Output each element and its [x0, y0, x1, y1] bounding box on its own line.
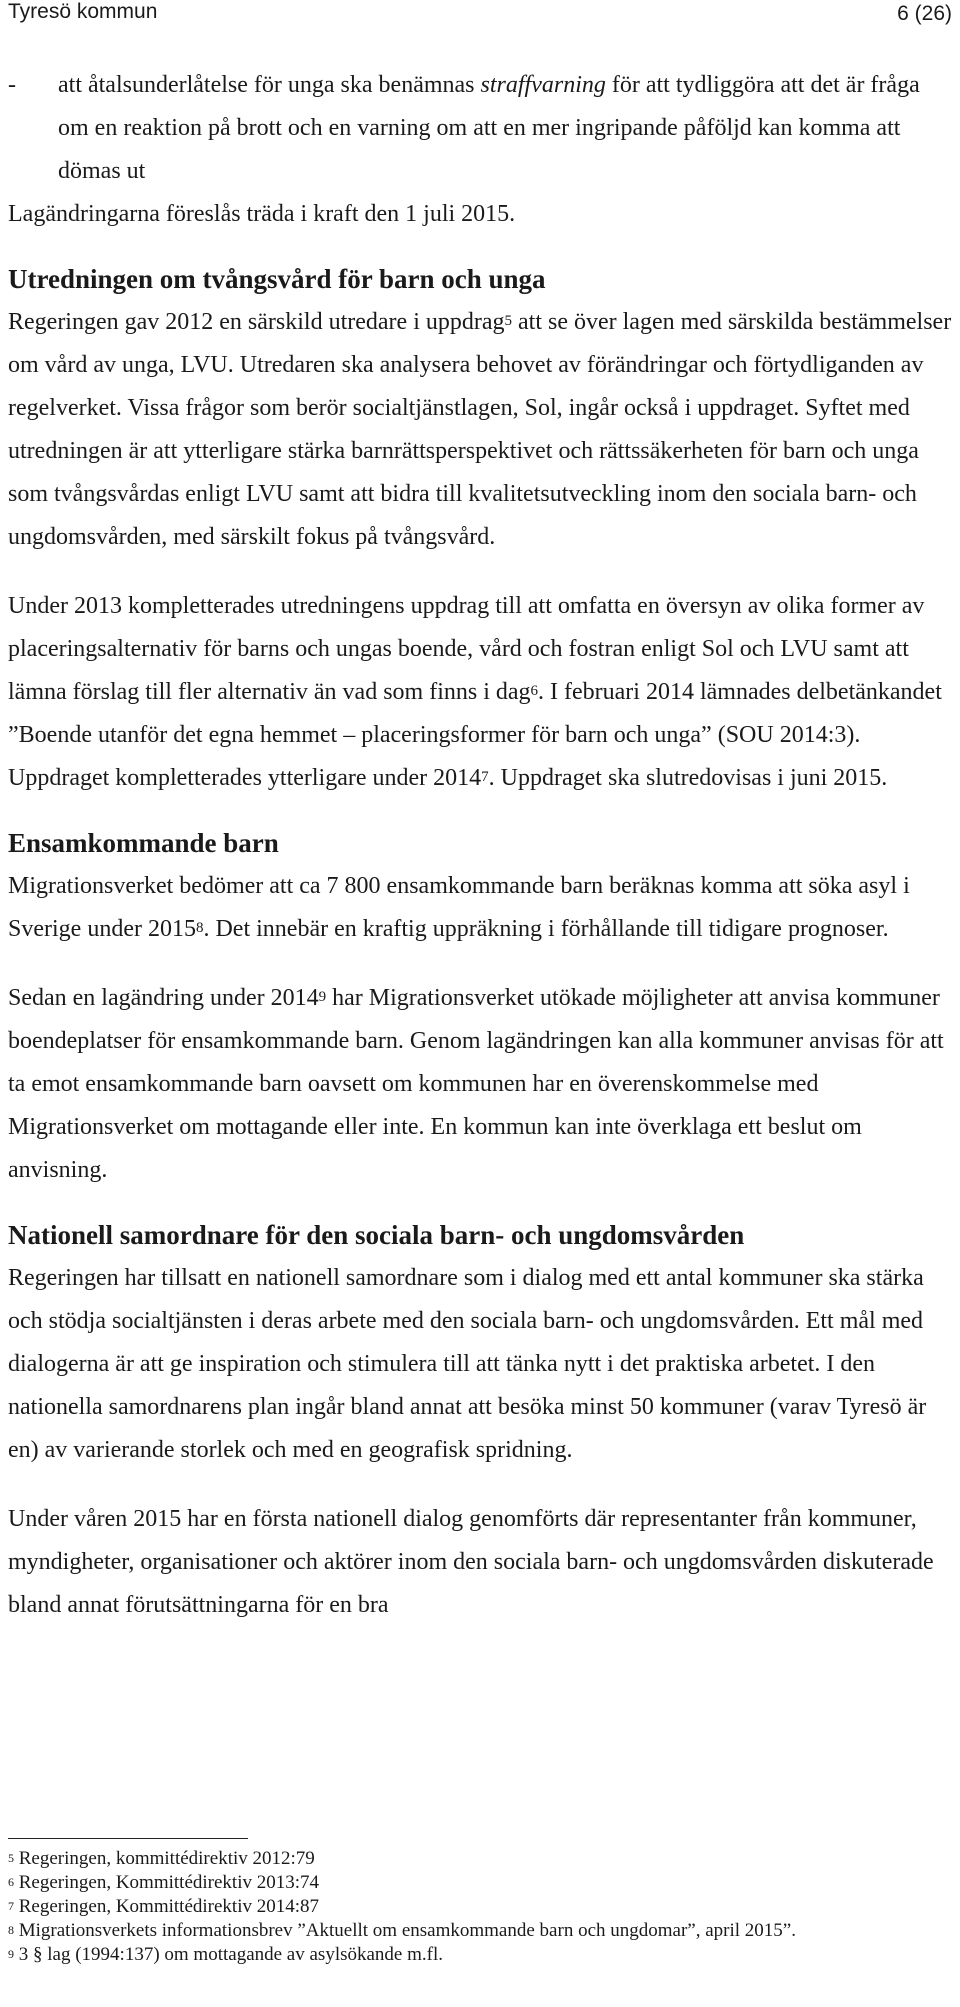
- footnote-divider: [8, 1838, 248, 1839]
- heading-utredningen: Utredningen om tvångsvård för barn och unga: [8, 264, 546, 294]
- heading-nationell-samordnare: Nationell samordnare för den sociala barn- och ungdomsvården: [8, 1220, 745, 1250]
- footnote-text: Regeringen, Kommittédirektiv 2013:74: [14, 1872, 320, 1893]
- footnote-text: Migrationsverkets informationsbrev ”Aktuellt om ensamkommande barn och ungdomar”, april 2015”.: [14, 1920, 796, 1941]
- footnote-number: 8: [8, 1923, 14, 1937]
- footnote-text: Regeringen, Kommittédirektiv 2014:87: [14, 1896, 320, 1917]
- page-number: 6 (26): [897, 2, 952, 25]
- paragraph-ensamkommande-2: [8, 977, 952, 1192]
- footnote-9: [8, 1943, 952, 1967]
- paragraph-lagandringar: Lagändringarna föreslås träda i kraft den 1 juli 2015.: [8, 201, 516, 227]
- footnote-number: 5: [8, 1851, 14, 1865]
- heading-ensamkommande: Ensamkommande barn: [8, 828, 279, 858]
- page-header: [0, 0, 960, 28]
- text-run: . Det innebär en kraftig uppräkning i förhållande till tidigare prognoser.: [203, 916, 889, 942]
- footnote-text: Regeringen, kommittédirektiv 2012:79: [14, 1848, 315, 1869]
- text-run: Regeringen gav 2012 en särskild utredare i uppdrag: [8, 309, 505, 335]
- footnote-ref-7: 7: [481, 769, 489, 785]
- text-run: att se över lagen med särskilda bestämmelser om vård av unga, LVU. Utredaren ska analysera behovet av förändringar och förtydliganden av regelverket. Vissa frågor som berör socialtjänstlagen, Sol, ingår också i uppdraget. Syftet med utredningen är att ytterligare stärka barnrättsperspektivet och rättssäkerheten för barn och unga som tvångsvårdas enligt LVU samt att bidra till kvalitetsutveckling inom den sociala barn- och ungdomsvården, med särskilt fokus på tvångsvård.: [8, 309, 952, 550]
- text-run: Sedan en lagändring under 2014: [8, 985, 319, 1011]
- footnote-ref-5: 5: [504, 313, 513, 329]
- bullet-text-end: för att tydliggöra att det är fråga om en reaktion på brott och en varning om att en mer ingripande påföljd kan komma att dömas ut: [58, 72, 920, 184]
- paragraph-utredningen-1: [8, 301, 952, 559]
- paragraph-samordnare-1: Regeringen har tillsatt en nationell samordnare som i dialog med ett antal kommuner ska stärka och stödja socialtjänsten i deras arbete med den sociala barn- och ungdomsvården. Ett mål med dialogerna är att ge inspiration och stimulera till att tänka nytt i det praktiska arbetet. I den nationella samordnarens plan ingår bland annat att besöka minst 50 kommuner (varav Tyresö är en) av varierande storlek och med en geografisk spridning.: [8, 1265, 927, 1463]
- paragraph-ensamkommande-1: [8, 865, 952, 951]
- footnote-5: [8, 1847, 952, 1871]
- footnote-ref-9: 9: [318, 989, 327, 1005]
- footnote-6: [8, 1871, 952, 1895]
- bullet-text-start: att åtalsunderlåtelse för unga ska benämnas: [58, 72, 481, 98]
- footnote-8: [8, 1919, 952, 1943]
- paragraph-utredningen-2: [8, 585, 952, 800]
- footnote-ref-8: 8: [195, 920, 204, 936]
- document-body: [8, 64, 952, 1627]
- footnote-number: 9: [8, 1947, 14, 1961]
- text-run: Migrationsverket bedömer att ca 7 800 ensamkommande barn beräknas komma att söka asyl i Sverige under 2015: [8, 873, 910, 942]
- footnote-ref-6: 6: [530, 683, 539, 699]
- footnote-number: 6: [8, 1875, 14, 1889]
- organization-name: Tyresö kommun: [8, 0, 158, 23]
- text-run: . Uppdraget ska slutredovisas i juni 2015.: [488, 765, 888, 791]
- footnote-number: 7: [8, 1899, 14, 1913]
- footnote-text: 3 § lag (1994:137) om mottagande av asylsökande m.fl.: [14, 1944, 443, 1965]
- bullet-dash: -: [8, 72, 16, 98]
- text-run: Under 2013 kompletterades utredningens uppdrag till att omfatta en översyn av olika former av placeringsalternativ för barns och ungas boende, vård och fostran enligt Sol och LVU samt att lämna förslag till fler alternativ än vad som finns i dag: [8, 593, 925, 705]
- bullet-text-italic: straffvarning: [480, 72, 606, 98]
- footnotes: [8, 1838, 952, 1967]
- paragraph-samordnare-2: Under våren 2015 har en första nationell dialog genomförts där representanter från kommuner, myndigheter, organisationer och aktörer inom den sociala barn- och ungdomsvården diskuterade bland annat förutsättningarna för en bra: [8, 1506, 934, 1618]
- bullet-item: [8, 64, 952, 193]
- text-run: . I februari 2014 lämnades delbetänkandet ”Boende utanför det egna hemmet – placeringsformer för barn och unga” (SOU 2014:3). Uppdraget kompletterades ytterligare under 2014: [8, 679, 942, 791]
- footnote-7: [8, 1895, 952, 1919]
- text-run: har Migrationsverket utökade möjligheter att anvisa kommuner boendeplatser för ensamkommande barn. Genom lagändringen kan alla kommuner anvisas för att ta emot ensamkommande barn oavsett om kommunen har en överenskommelse med Migrationsverket om mottagande eller inte. En kommun kan inte överklaga ett beslut om anvisning.: [8, 985, 944, 1183]
